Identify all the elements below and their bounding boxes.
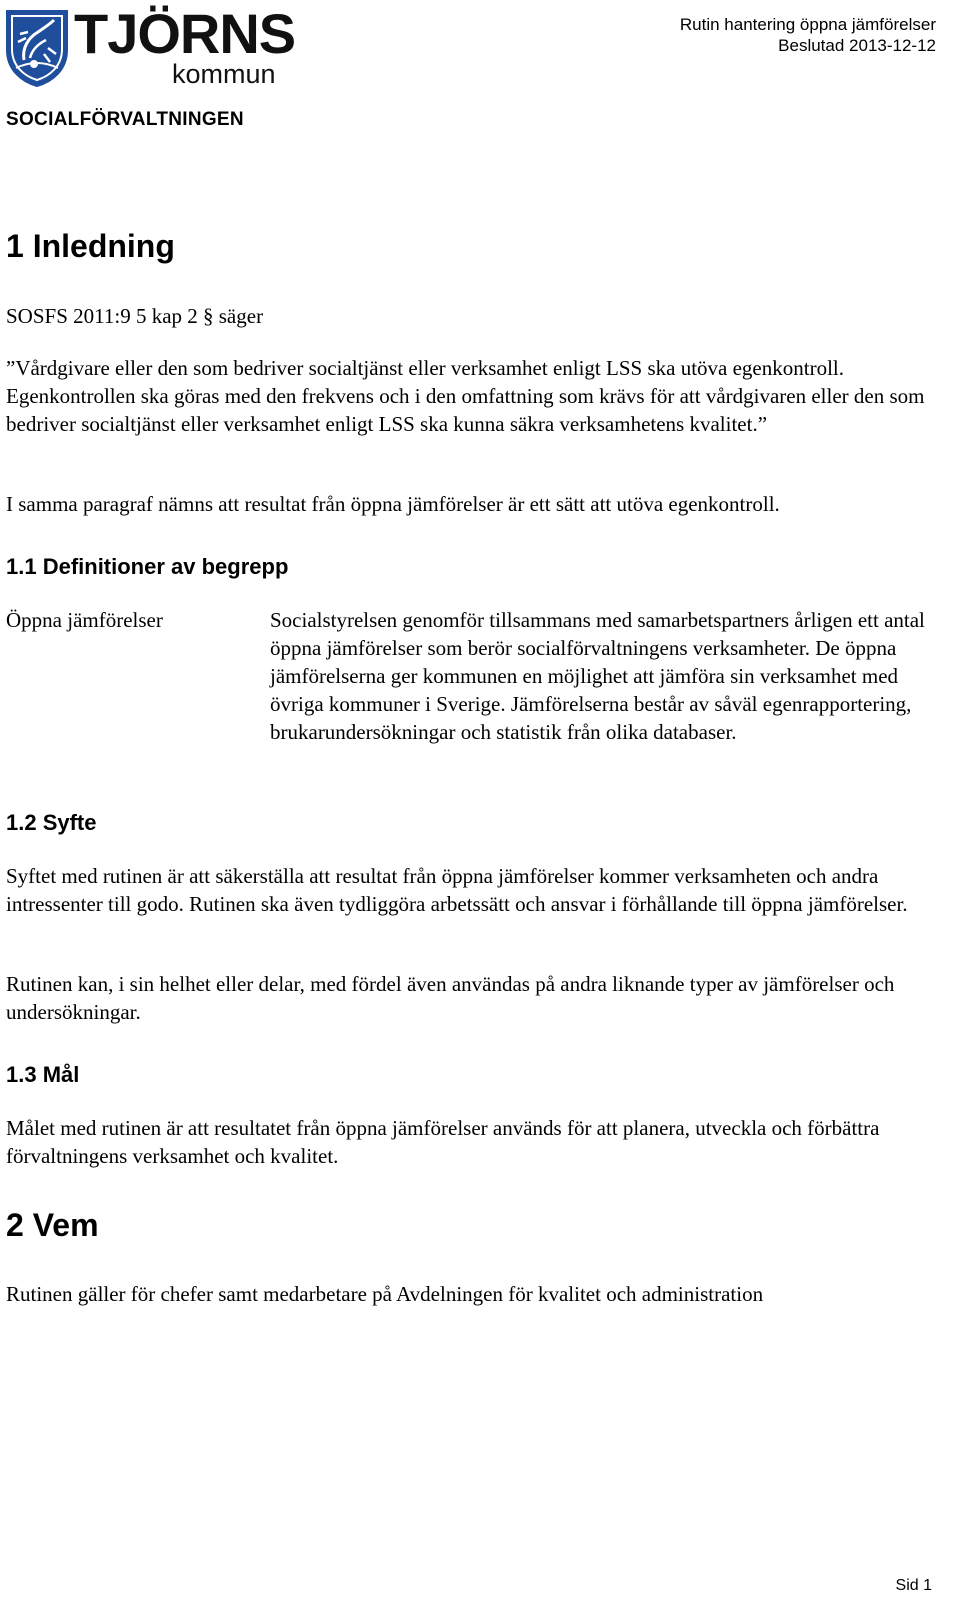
document-info bbox=[680, 14, 936, 56]
heading-syfte: 1.2 Syfte bbox=[6, 810, 97, 835]
heading-inledning: 1 Inledning bbox=[6, 228, 175, 264]
paragraph-quote: ”Vårdgivare eller den som bedriver socialtjänst eller verksamhet enligt LSS ska utöva egenkontroll. Egenkontrollen ska göras med den frekvens och i den omfattning som krävs för att vårdgivaren eller den som bedriver socialtjänst eller verksamhet enligt LSS ska kunna säkra verksamhetens kvalitet.” bbox=[6, 356, 925, 436]
paragraph-mal: Målet med rutinen är att resultatet från öppna jämförelser används för att planera, utveckla och förbättra förvaltningens verksamhet och kvalitet. bbox=[6, 1116, 880, 1168]
heading-definitioner: 1.1 Definitioner av begrepp bbox=[6, 554, 289, 579]
heading-vem: 2 Vem bbox=[6, 1207, 99, 1243]
paragraph-syfte-1: Syftet med rutinen är att säkerställa att resultat från öppna jämförelser kommer verksamheten och andra intressenter till godo. Rutinen ska även tydliggöra arbetssätt och ansvar i förhållande till öppna jämförelser. bbox=[6, 864, 908, 916]
organization-name: SOCIALFÖRVALTNINGEN bbox=[6, 109, 244, 130]
paragraph-vem: Rutinen gäller för chefer samt medarbetare på Avdelningen för kvalitet och administration bbox=[6, 1282, 764, 1306]
tjorn-coat-of-arms-icon bbox=[4, 8, 70, 88]
paragraph-syfte-2: Rutinen kan, i sin helhet eller delar, med fördel även användas på andra liknande typer av jämförelser och undersökningar. bbox=[6, 972, 895, 1024]
definition-text: Socialstyrelsen genomför tillsammans med samarbetspartners årligen ett antal öppna jämförelser som berör socialförvaltningens verksamheter. De öppna jämförelserna ger kommunen en möjlighet att jämföra sin verksamhet med övriga kommuner i Sverige. Jämförelserna består av såväl egenrapportering, brukarundersökningar och statistik från olika databaser. bbox=[270, 608, 925, 744]
paragraph-sosfs: SOSFS 2011:9 5 kap 2 § säger bbox=[6, 304, 264, 328]
document-date: Beslutad 2013-12-12 bbox=[778, 36, 936, 55]
page-number: Sid 1 bbox=[895, 1577, 932, 1594]
paragraph-egenkontroll: I samma paragraf nämns att resultat från öppna jämförelser är ett sätt att utöva egenkontroll. bbox=[6, 492, 780, 516]
brand-subtitle: kommun bbox=[172, 59, 276, 89]
heading-mal: 1.3 Mål bbox=[6, 1062, 80, 1087]
document-title: Rutin hantering öppna jämförelser bbox=[679, 15, 936, 34]
brand-name: TJÖRNS bbox=[74, 2, 296, 65]
definition-term: Öppna jämförelser bbox=[6, 608, 163, 632]
